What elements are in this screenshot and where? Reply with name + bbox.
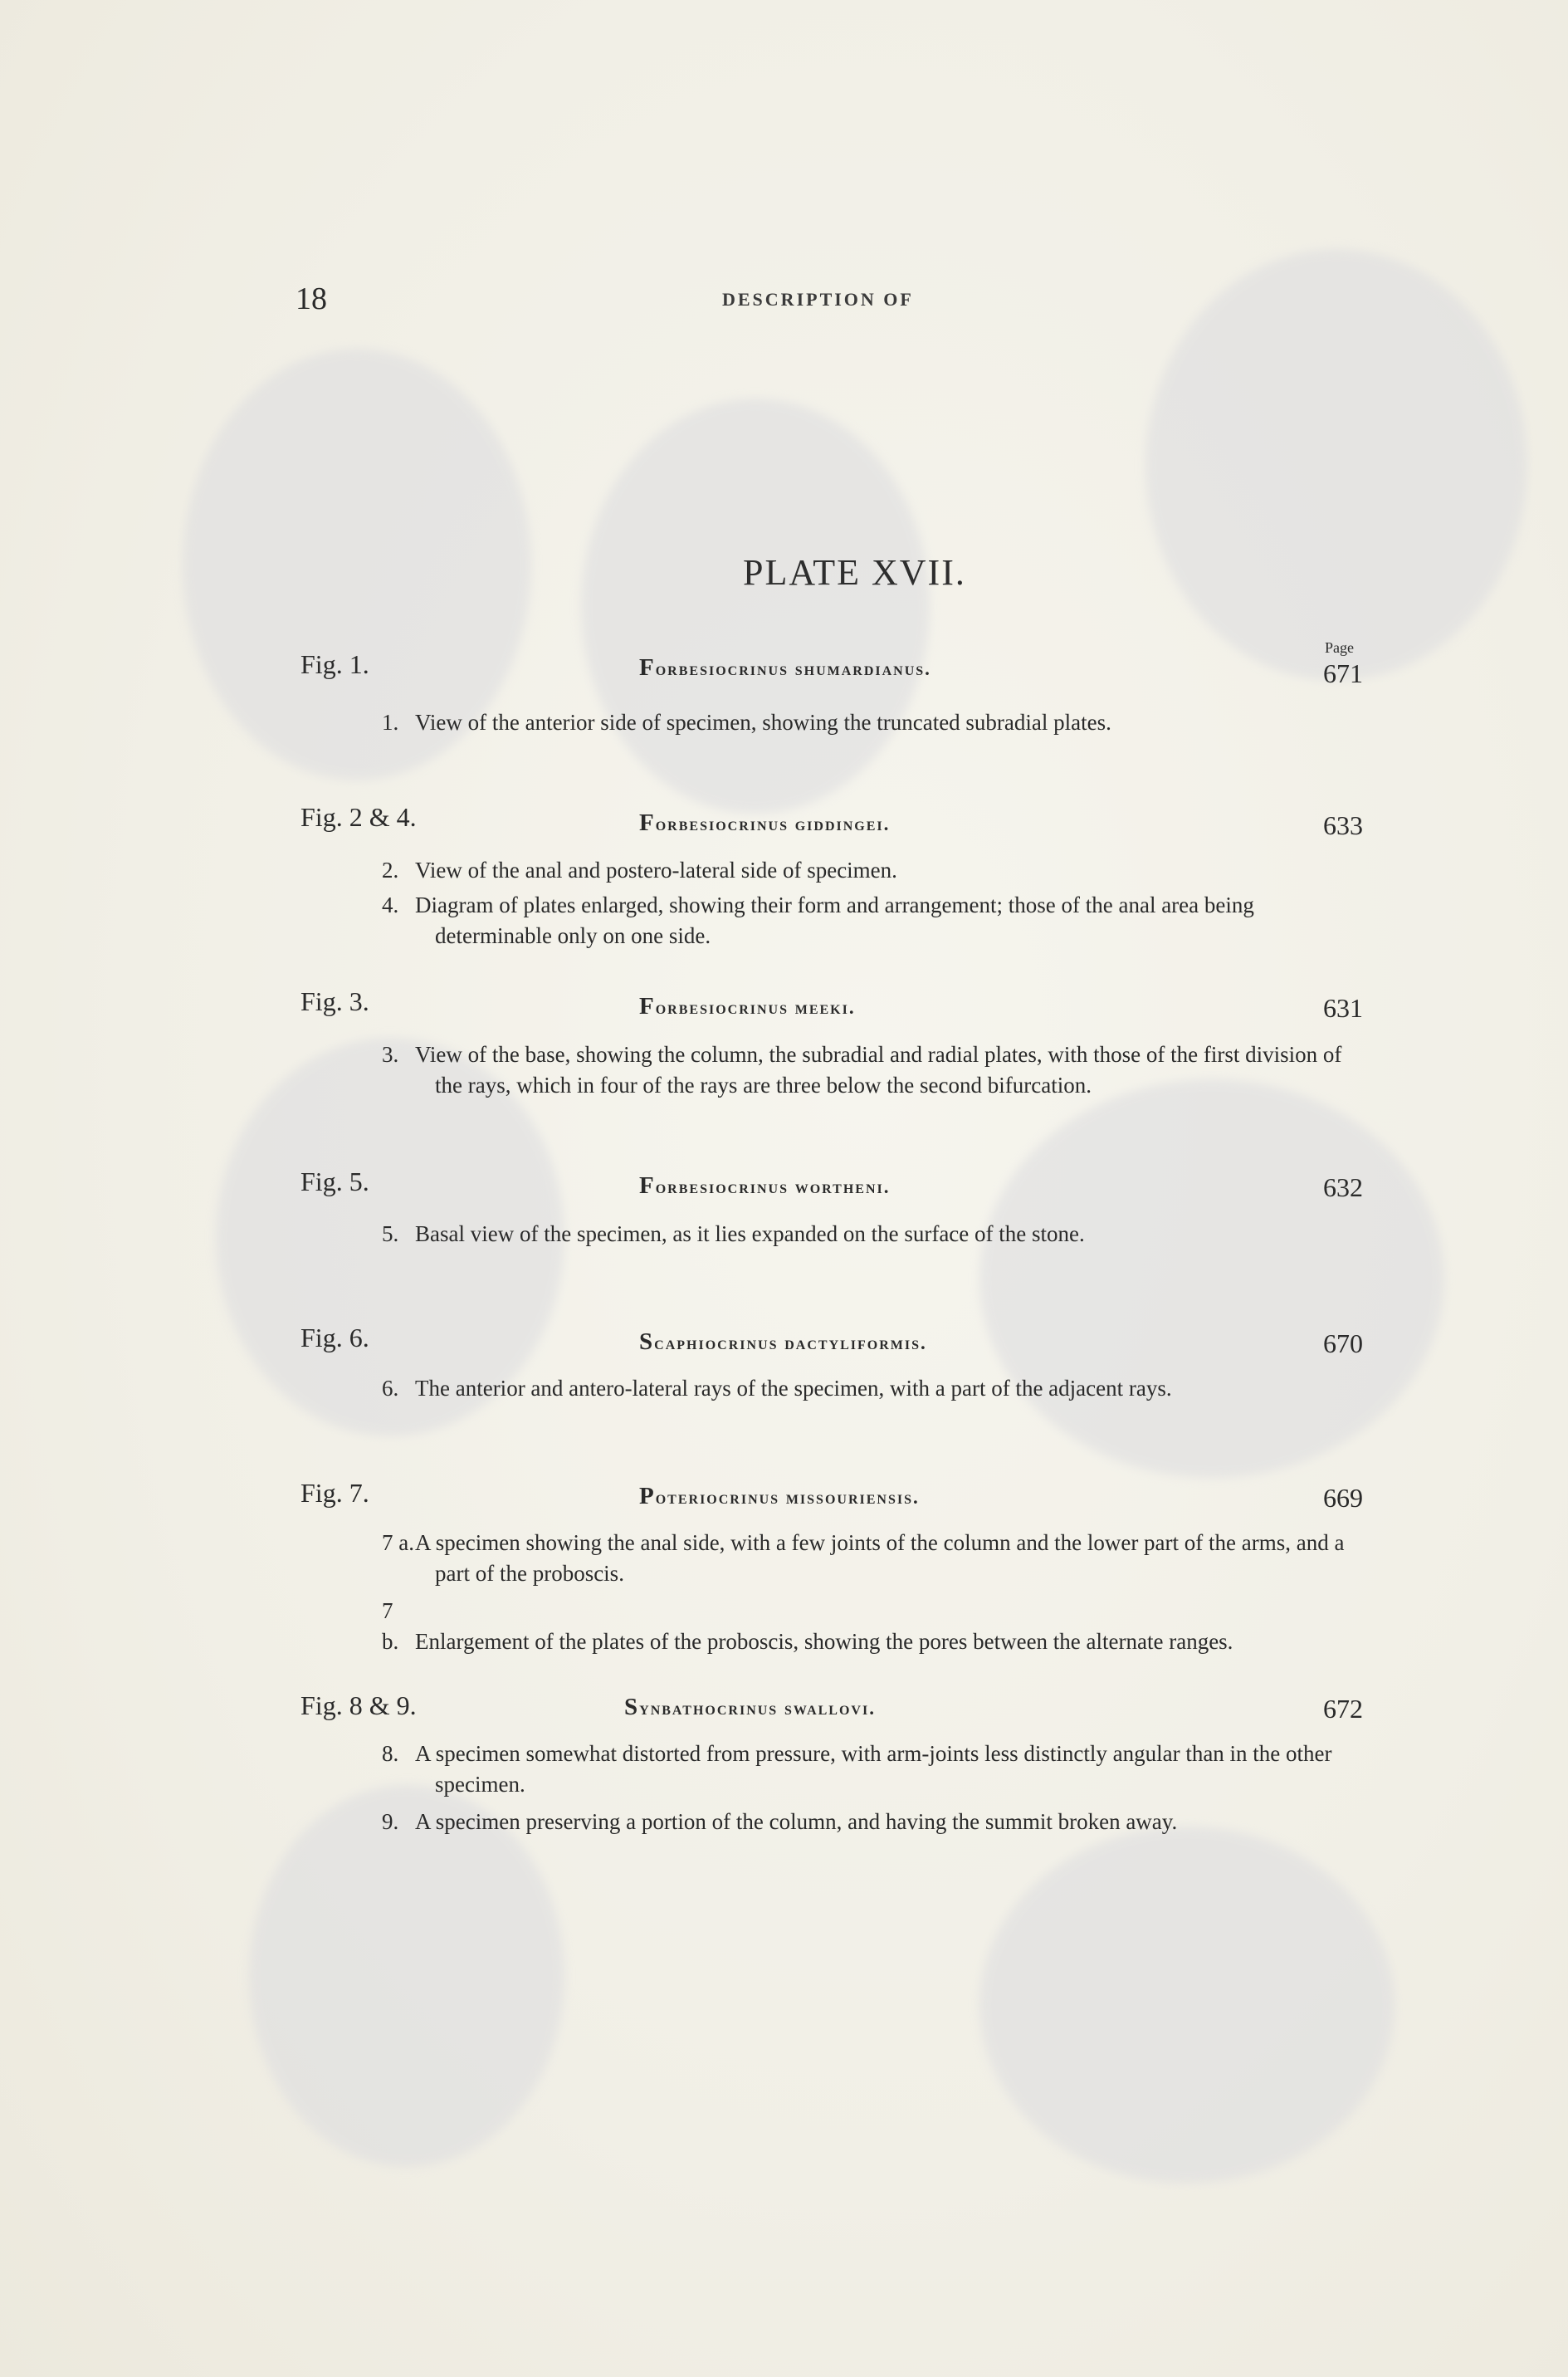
page-reference: 672 [1323, 1694, 1363, 1724]
description-number: 8. [382, 1741, 399, 1766]
figure-label: Fig. 3. [300, 986, 369, 1016]
description-number: 6. [382, 1376, 399, 1401]
figure-description [382, 1739, 1348, 1800]
species-name: Forbesiocrinus shumardianus. [639, 654, 931, 681]
page-reference: 632 [1323, 1172, 1363, 1202]
running-head: DESCRIPTION OF [722, 289, 914, 310]
description-number: 4. [382, 893, 399, 917]
description-text: View of the anterior side of specimen, showing the truncated subradial plates. [415, 710, 1111, 735]
bleed-through-shape [581, 399, 930, 814]
page-reference: 631 [1323, 993, 1363, 1023]
figure-description [382, 1373, 1348, 1404]
species-name: Forbesiocrinus wortheni. [639, 1172, 891, 1199]
page-reference: 669 [1323, 1483, 1363, 1513]
page-number: 18 [296, 281, 327, 316]
description-text: Basal view of the specimen, as it lies expanded on the surface of the stone. [415, 1221, 1085, 1246]
figure-label: Fig. 1. [300, 649, 369, 679]
bleed-through-shape [249, 1785, 564, 2167]
description-text: A specimen showing the anal side, with a few joints of the column and the lower part of the arms, and a part of the proboscis. [415, 1530, 1345, 1586]
figure-description [382, 1219, 1348, 1250]
description-number: 2. [382, 858, 399, 883]
description-text: View of the anal and postero-lateral side of specimen. [415, 858, 897, 883]
figure-description [382, 855, 1348, 886]
figure-label: Fig. 6. [300, 1323, 369, 1352]
page-reference: 670 [1323, 1328, 1363, 1358]
description-text: A specimen somewhat distorted from pressure, with arm-joints less distinctly angular than in the other specimen. [415, 1741, 1332, 1797]
bleed-through-shape [979, 1827, 1395, 2184]
description-number: 5. [382, 1221, 399, 1246]
description-number: 7 b. [382, 1598, 399, 1654]
figure-description [382, 890, 1348, 951]
page-reference: 671 [1323, 658, 1363, 688]
figure-description [382, 1807, 1348, 1837]
description-number: 7 a. [382, 1530, 414, 1555]
description-number: 3. [382, 1042, 399, 1067]
description-text: Diagram of plates enlarged, showing their form and arrangement; those of the anal area being determinable only on one side. [415, 893, 1254, 948]
figure-description [382, 1596, 1348, 1657]
figure-description [382, 707, 1348, 738]
species-name: Synbathocrinus swallovi. [624, 1694, 876, 1720]
figure-description [382, 1039, 1348, 1101]
species-name: Forbesiocrinus meeki. [639, 993, 856, 1020]
species-name: Forbesiocrinus giddingei. [639, 809, 891, 836]
figure-label: Fig. 2 & 4. [300, 802, 417, 832]
description-text: The anterior and antero-lateral rays of the specimen, with a part of the adjacent rays. [415, 1376, 1172, 1401]
description-text: Enlargement of the plates of the proboscis, showing the pores between the alternate ranges. [415, 1629, 1233, 1654]
page-column-label: Page [1325, 639, 1354, 656]
page-reference: 633 [1323, 810, 1363, 840]
description-text: A specimen preserving a portion of the column, and having the summit broken away. [415, 1809, 1178, 1834]
figure-label: Fig. 7. [300, 1478, 369, 1508]
species-name: Scaphiocrinus dactyliformis. [639, 1328, 927, 1355]
description-number: 1. [382, 710, 399, 735]
species-name: Poteriocrinus missouriensis. [639, 1483, 920, 1509]
description-number: 9. [382, 1809, 399, 1834]
bleed-through-shape [1145, 249, 1527, 681]
plate-title: PLATE XVII. [743, 552, 966, 593]
description-text: View of the base, showing the column, the subradial and radial plates, with those of the first division of the rays, which in four of the rays are three below the second bifurcation. [415, 1042, 1342, 1098]
bleed-through-shape [979, 1079, 1444, 1478]
figure-label: Fig. 5. [300, 1166, 369, 1196]
figure-description [382, 1528, 1348, 1589]
figure-label: Fig. 8 & 9. [300, 1690, 417, 1720]
